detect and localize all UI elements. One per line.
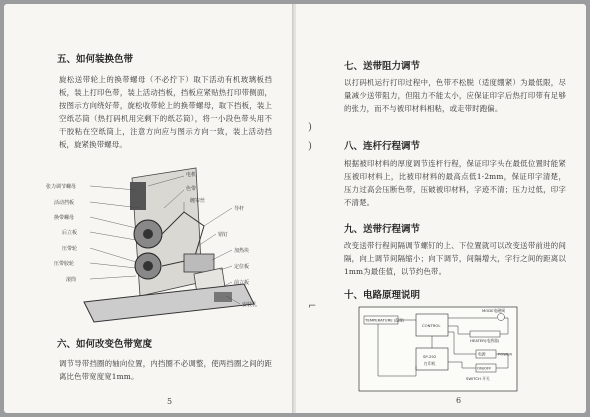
label-ribbon: 色带 bbox=[186, 186, 197, 192]
label-temperature: TEMPERATURE (温度) bbox=[365, 317, 405, 323]
section-heading-6: 六、如何改变色带宽度 bbox=[57, 339, 153, 350]
section-heading-5: 五、如何装换色带 bbox=[57, 54, 134, 65]
label-rear-plate: 后立板 bbox=[62, 230, 78, 236]
circuit-diagram bbox=[358, 306, 518, 392]
label-tension-nut: 张力调节螺母 bbox=[46, 184, 77, 190]
section-heading-10: 十、电路原理说明 bbox=[344, 290, 421, 301]
section-paragraph-7: 以打码机运行打印过程中，色带不松脱（适度绷紧）为最低限，尽量减少送带阻力，但阻力不能太小，应保证印字后热打印带有足够的张力，而不与被印材料相粘，或走带时跑偏。 bbox=[344, 78, 566, 113]
label-rubber-wheel: 压带胶轮 bbox=[54, 261, 75, 267]
label-mode-valve: MODE电磁阀 bbox=[482, 308, 505, 313]
label-on-off: ON/OFF bbox=[477, 365, 492, 371]
label-printer: 打印机 bbox=[424, 361, 436, 366]
label-switch: SWITCH 开关 bbox=[466, 376, 490, 381]
label-mount-hole: 安装孔 bbox=[242, 302, 258, 308]
label-drum: 滚筒 bbox=[66, 277, 77, 283]
binding-mark-upper: ) bbox=[308, 122, 312, 133]
left-page bbox=[4, 4, 294, 413]
section-heading-8: 八、连杆行程调节 bbox=[344, 141, 421, 152]
roll-hub-lower bbox=[143, 261, 153, 271]
section-paragraph-8: 根据被印材料的厚度调节连杆行程，保证印字头在最低位置时能紧压被印材料上，比被印材料的最高点低1-2mm，保证印字清楚，压力过高会压断色带，压破被印材料，字迹不清；压力过低，印字不清楚。 bbox=[344, 159, 566, 207]
mount-hole-shape bbox=[214, 292, 232, 302]
section-paragraph-5: 旋松送带轮上的换带螺母（不必拧下）取下活动有机玻璃板挡板，装上打印色带，装上活动挡板，挡板应紧贴热打印带侧面，按图示方向绕好带，旋松收带轮上的换带螺母，取下挡板，装上空纸芯筒（热打码机用完剩下的纸芯筒），将一小段色带头用不干胶粘在空纸筒上，注意方向应与图示方向一致，装上活动挡板，旋紧换带螺母。 bbox=[59, 75, 272, 149]
label-guide-rod: 导杆 bbox=[234, 206, 245, 212]
section-heading-9: 九、送带行程调节 bbox=[344, 224, 421, 235]
label-heater: HEATER(电热器) bbox=[470, 338, 500, 343]
binding-mark-middle: ) bbox=[308, 141, 312, 152]
label-front-plate: 前立板 bbox=[234, 280, 250, 286]
section-paragraph-9: 改变送带行程间隔调节螺钉的上、下位置就可以改变送带前进的间隔，向上调节间隔缩小；向下调节，间隔增大，字行之间的距离以1mm为最佳值，以节约色带。 bbox=[344, 241, 566, 276]
right-page bbox=[296, 4, 586, 413]
label-motor: 电机 bbox=[186, 172, 197, 178]
section-paragraph-6: 调节导带挡圈的轴向位置，内挡圈不必调整，使两挡圈之间的距离比色带宽度宽1mm。 bbox=[59, 359, 272, 381]
binding-mark-lower: ⌐ bbox=[308, 301, 317, 312]
label-sp292: SP-292 bbox=[423, 354, 437, 359]
label-change-nut: 换带螺母 bbox=[54, 215, 75, 221]
roll-hub-upper bbox=[143, 229, 153, 239]
label-power-cn: 电源 bbox=[478, 351, 486, 357]
ribbon-mechanism-diagram bbox=[44, 164, 284, 329]
label-movable-baffle: 活动挡板 bbox=[54, 200, 75, 206]
label-pin: 销钉 bbox=[218, 232, 229, 238]
label-press-wheel: 压带轮 bbox=[62, 246, 78, 252]
heater-block-shape bbox=[184, 254, 214, 272]
label-power: POWER bbox=[498, 351, 513, 357]
label-control: CONTROL bbox=[422, 323, 441, 328]
page-number-left: 5 bbox=[167, 397, 173, 406]
label-heater-block: 加热块 bbox=[234, 248, 250, 254]
label-locating-plate: 定位板 bbox=[234, 264, 250, 270]
label-thread: 缠帘丝 bbox=[190, 198, 206, 204]
section-heading-7: 七、送带阻力调节 bbox=[344, 61, 421, 72]
motor-shape bbox=[130, 182, 146, 210]
page-number-right: 6 bbox=[456, 396, 462, 405]
